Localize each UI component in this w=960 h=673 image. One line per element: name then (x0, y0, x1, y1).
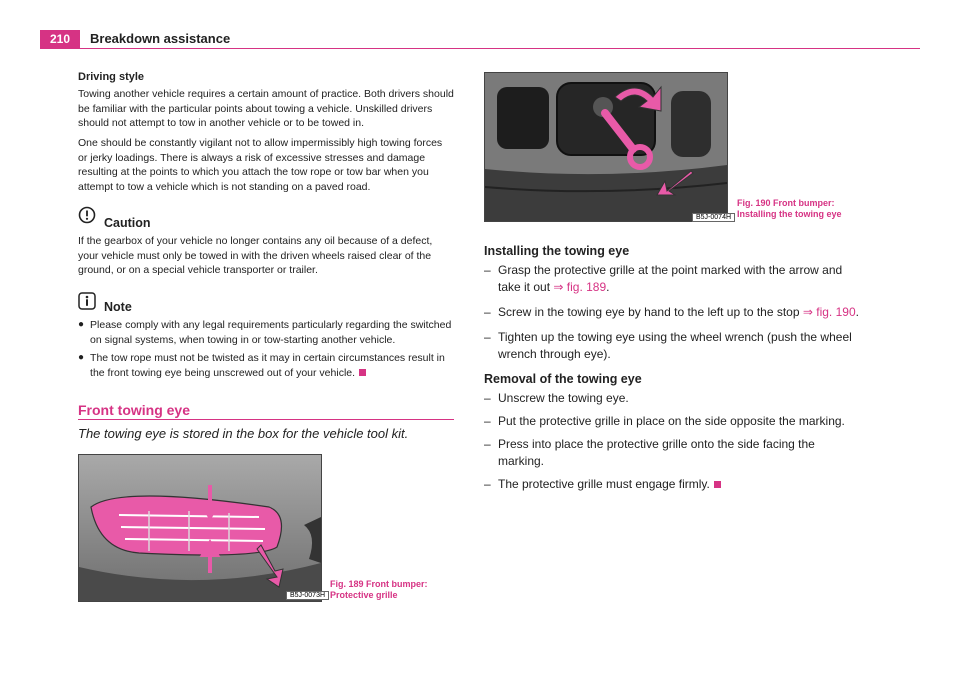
installing-title: Installing the towing eye (484, 244, 630, 258)
note-title: Note (104, 300, 132, 314)
page-number: 210 (40, 30, 80, 48)
installing-step: – Screw in the towing eye by hand to the left up to the stop ⇒ fig. 190. (484, 305, 859, 319)
bullet-icon: ● (78, 319, 85, 330)
header-rule (40, 48, 920, 49)
removal-title: Removal of the towing eye (484, 372, 642, 386)
figure-189-image (78, 454, 322, 602)
removal-step: – The protective grille must engage firmly. (484, 476, 864, 493)
section-end-mark (714, 481, 721, 488)
driving-style-paragraph-1: Towing another vehicle requires a certain amount of practice. Both drivers should be familiar with the particular points about towing a vehicle. Unskilled drivers should not attempt to tow in another vehicle or to be towed in. (78, 88, 454, 129)
note-list (78, 318, 454, 380)
figure-189-caption: Fig. 189 Front bumper: Protective grille (330, 579, 428, 600)
running-head: Breakdown assistance (90, 31, 231, 46)
note-item-text: The tow rope must not be twisted as it may in certain circumstances result in the front towing eye being unscrewed out of your vehicle. (90, 352, 445, 379)
caution-title: Caution (104, 216, 151, 230)
section-title: Front towing eye (78, 402, 190, 418)
fig-190-link[interactable]: ⇒ fig. 190 (802, 305, 856, 319)
section-end-mark (359, 369, 366, 376)
figure-190-image (484, 72, 728, 222)
removal-step: – Unscrew the towing eye. (484, 391, 629, 405)
removal-step: – Put the protective grille in place on the side opposite the marking. (484, 414, 845, 428)
caution-text: If the gearbox of your vehicle no longer contains any oil because of a defect, your vehicle must only be towed in with the driven wheels raised clear of the ground, or on a special vehicle transporter or trailer. (78, 235, 433, 276)
note-item (78, 318, 454, 347)
installing-step: – Grasp the protective grille at the point marked with the arrow and take it out ⇒ fig. 189. (484, 263, 843, 294)
note-item-text: Please comply with any legal requirements particularly regarding the switched on signal systems, when towing in or tow-starting another vehicle. (90, 319, 452, 346)
figure-190-code: B5J-0074H (692, 213, 735, 222)
note-icon (78, 292, 96, 315)
section-lead: The towing eye is stored in the box for the vehicle tool kit. (78, 426, 409, 441)
note-item (78, 351, 454, 380)
caution-icon (78, 206, 96, 229)
installing-step: – Tighten up the towing eye using the wheel wrench (push the wheel wrench through eye). (484, 330, 852, 361)
bullet-icon: ● (78, 352, 85, 363)
driving-style-paragraph-2: One should be constantly vigilant not to allow impermissibly high towing forces or jerky loadings. There is always a risk of excessive stresses and damage resulting at the points to which you attach the tow rope or tow bar when you attempt to tow a vehicle which is not standing on a paved road. (78, 137, 443, 193)
fig-189-link[interactable]: ⇒ fig. 189 (553, 280, 607, 294)
figure-190-caption: Fig. 190 Front bumper: Installing the towing eye (737, 198, 842, 219)
removal-step: – Press into place the protective grille onto the side facing the marking. (484, 437, 815, 468)
removal-steps (484, 390, 864, 493)
installing-steps (484, 262, 864, 363)
driving-style-title: Driving style (78, 71, 145, 83)
section-rule (78, 419, 454, 420)
figure-189-code: B5J-0073H (286, 591, 329, 600)
